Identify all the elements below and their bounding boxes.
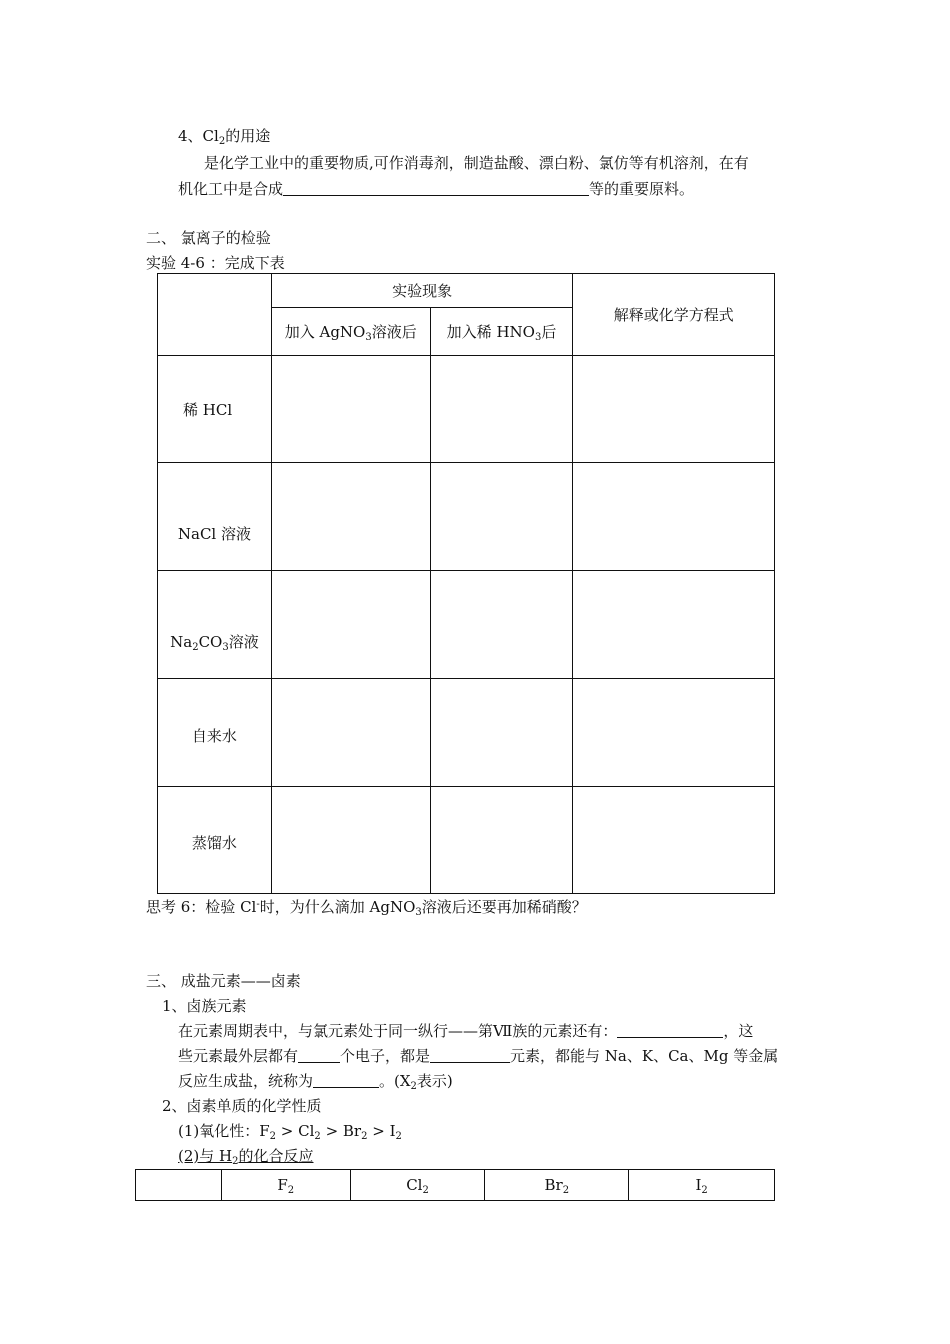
answer-cell[interactable] bbox=[271, 571, 430, 678]
table-row bbox=[158, 356, 775, 463]
answer-cell[interactable] bbox=[430, 571, 573, 678]
answer-cell[interactable] bbox=[430, 356, 573, 463]
answer-cell[interactable] bbox=[573, 356, 775, 463]
table-row bbox=[158, 463, 775, 571]
header-phenomenon: 实验现象 bbox=[271, 274, 573, 308]
section3-heading: 三、 成盐元素——卤素 bbox=[146, 972, 301, 990]
section4-line1: 是化学工业中的重要物质,可作消毒剂，制造盐酸、漂白粉、氯仿等有机溶剂，在有 bbox=[204, 154, 749, 172]
table-row bbox=[158, 571, 775, 678]
answer-blank[interactable] bbox=[430, 1046, 510, 1063]
header-hno3: 加入稀 $HNO_3$后 bbox=[430, 308, 573, 356]
answer-cell[interactable] bbox=[430, 463, 573, 571]
section3-para-line3: 反应生成盐，统称为 。($X_2$表示) bbox=[178, 1072, 453, 1092]
header-explain: 解释或化学方程式 bbox=[573, 274, 775, 356]
row-label: 稀 HCl bbox=[158, 356, 272, 463]
answer-blank[interactable] bbox=[617, 1021, 723, 1038]
section2-heading: 二、 氯离子的检验 bbox=[146, 229, 271, 247]
header-agno3: 加入 AgNO$_3$溶液后 bbox=[271, 308, 430, 356]
answer-cell[interactable] bbox=[573, 571, 775, 678]
text: 机化工中是合成 bbox=[178, 180, 284, 198]
answer-blank[interactable] bbox=[283, 179, 589, 196]
think-question-6: 思考 6：检验 Cl-时，为什么滴加 AgNO$_3$溶液后还要再加稀硝酸？ bbox=[146, 898, 587, 918]
section-number: 4、 bbox=[178, 127, 203, 145]
subscript: 2 bbox=[218, 136, 226, 147]
chlorine-symbol: Cl bbox=[202, 127, 219, 145]
answer-cell[interactable] bbox=[271, 678, 430, 786]
text: 等的重要原料。 bbox=[589, 180, 695, 198]
row-label: $Na_2CO_3$溶液 bbox=[158, 571, 272, 678]
experiment-table bbox=[157, 273, 775, 894]
answer-cell[interactable] bbox=[573, 786, 775, 893]
answer-cell[interactable] bbox=[271, 463, 430, 571]
row-label: 自来水 bbox=[158, 678, 272, 786]
halogen-table bbox=[135, 1169, 775, 1201]
row-label: 蒸馏水 bbox=[158, 786, 272, 893]
answer-blank[interactable] bbox=[313, 1071, 379, 1088]
section4-line2 bbox=[178, 179, 694, 199]
answer-cell[interactable] bbox=[271, 786, 430, 893]
section3-para-line2: 些元素最外层都有 个电子，都是 元素，都能与 Na、K、Ca、Mg 等金属 bbox=[178, 1047, 779, 1065]
header-cl2: $Cl_2$ bbox=[350, 1170, 485, 1201]
section4-title bbox=[178, 126, 270, 146]
experiment-label: 实验 4-6 ：完成下表 bbox=[146, 254, 285, 272]
answer-cell[interactable] bbox=[430, 786, 573, 893]
header-f2: $F_2$ bbox=[221, 1170, 350, 1201]
subsection-1-title: 1、卤族元素 bbox=[162, 997, 247, 1015]
section3-para-line1: 在元素周期表中，与氯元素处于同一纵行——第Ⅶ族的元素还有： ，这 bbox=[178, 1022, 754, 1040]
subsection-2-title: 2、卤素单质的化学性质 bbox=[162, 1097, 322, 1115]
header-corner bbox=[136, 1170, 222, 1201]
table-row bbox=[158, 786, 775, 893]
header-br2: $Br_2$ bbox=[485, 1170, 629, 1201]
header-i2: $I_2$ bbox=[629, 1170, 775, 1201]
oxidation-order: (1)氧化性：$F_2 > Cl_2 > Br_2 > I_2$ bbox=[178, 1122, 402, 1142]
row-label: NaCl 溶液 bbox=[158, 463, 272, 571]
answer-cell[interactable] bbox=[573, 678, 775, 786]
answer-cell[interactable] bbox=[430, 678, 573, 786]
table-row bbox=[158, 678, 775, 786]
answer-cell[interactable] bbox=[271, 356, 430, 463]
answer-cell[interactable] bbox=[573, 463, 775, 571]
header-corner bbox=[158, 274, 272, 356]
answer-blank[interactable] bbox=[298, 1046, 340, 1063]
title-text: 的用途 bbox=[225, 127, 271, 145]
h2-reaction-title: (2)与 $H_2$的化合反应 bbox=[178, 1147, 314, 1167]
